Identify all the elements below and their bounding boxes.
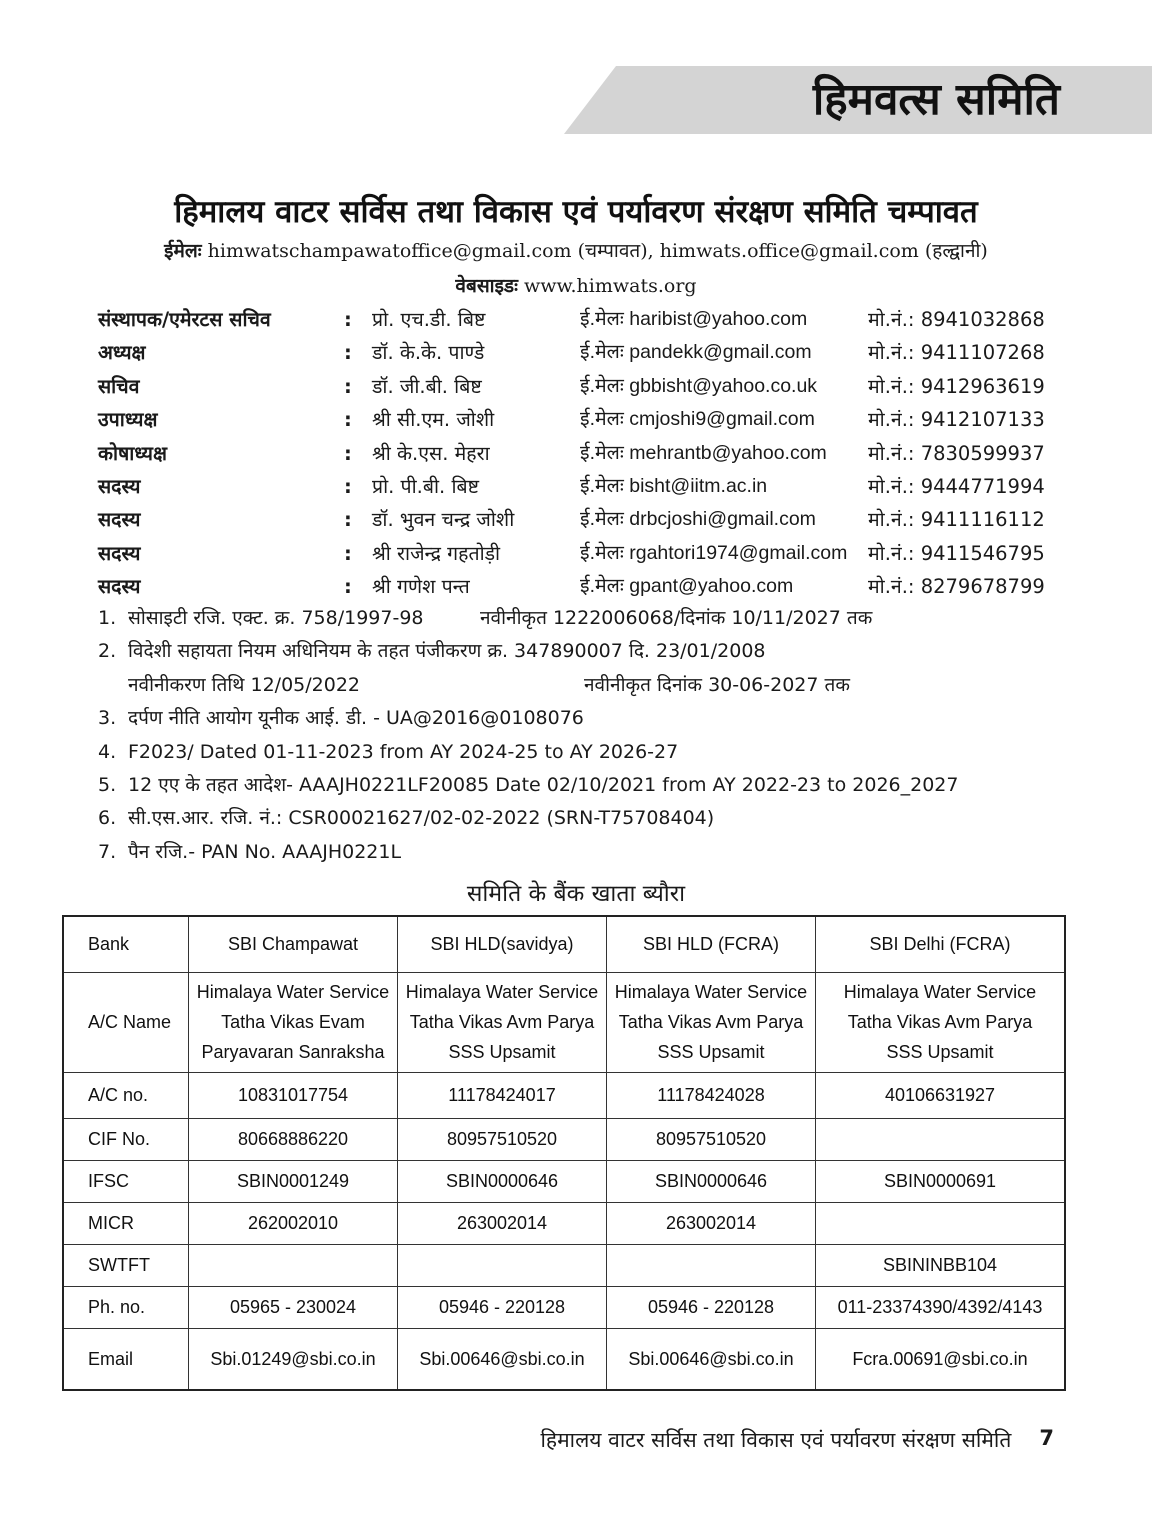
account-name xyxy=(816,972,1066,1072)
row-label: MICR xyxy=(63,1202,189,1244)
member-mobile: मो.नं.: 9411546795 xyxy=(868,541,1045,565)
colon: : xyxy=(344,541,352,565)
member-role: सदस्य xyxy=(98,575,141,599)
member-row xyxy=(98,537,1068,570)
member-mobile: मो.नं.: 9412963619 xyxy=(868,374,1045,398)
note-text: दर्पण नीति आयोग यूनीक आई. डी. - UA@2016@0108076 xyxy=(128,707,584,730)
table-row xyxy=(63,1072,1065,1118)
row-label: Email xyxy=(63,1328,189,1390)
table-cell: Fcra.00691@sbi.co.in xyxy=(816,1328,1066,1390)
note-line xyxy=(98,702,1078,735)
table-cell: 11178424028 xyxy=(607,1072,816,1118)
account-name-line: Tatha Vikas Avm Parya xyxy=(847,1012,1033,1032)
org-email-line xyxy=(0,237,1152,263)
member-mobile: मो.नं.: 9412107133 xyxy=(868,408,1045,432)
note-text: विदेशी सहायता नियम अधिनियम के तहत पंजीकरण क्र. 347890007 दि. 23/01/2008 xyxy=(128,640,766,663)
note-line xyxy=(98,669,1078,702)
member-role: संस्थापक/एमेरटस सचिव xyxy=(98,308,271,331)
member-mobile: मो.नं.: 9411107268 xyxy=(868,341,1045,365)
member-name: श्री राजेन्द्र गहतोड़ी xyxy=(372,541,501,565)
member-mobile: मो.नं.: 9411116112 xyxy=(868,508,1045,532)
note-renewal: नवीनीकृत दिनांक 30-06-2027 तक xyxy=(584,673,850,696)
member-mobile: मो.नं.: 8941032868 xyxy=(868,308,1045,331)
member-email: ई.मेलः mehrantb@yahoo.com xyxy=(580,441,827,464)
member-row xyxy=(98,503,1068,536)
page-number: 7 xyxy=(1039,1426,1054,1450)
table-cell: SBIN0001249 xyxy=(189,1160,398,1202)
member-role: अध्यक्ष xyxy=(98,341,146,365)
account-name-line: Tatha Vikas Avm Parya xyxy=(618,1012,804,1032)
member-name: प्रो. पी.बी. बिष्ट xyxy=(372,474,480,498)
colon: : xyxy=(344,441,352,465)
table-cell xyxy=(816,1118,1066,1160)
note-renewal: नवीनीकृत 1222006068/दिनांक 10/11/2027 तक xyxy=(480,607,873,629)
account-name xyxy=(398,972,607,1072)
member-row xyxy=(98,470,1068,503)
member-mobile: मो.नं.: 8279678799 xyxy=(868,575,1045,599)
colon: : xyxy=(344,575,352,599)
member-email: ई.मेलः pandekk@gmail.com xyxy=(580,341,812,364)
table-cell: SBIN0000646 xyxy=(607,1160,816,1202)
table-cell: 011-23374390/4392/4143 xyxy=(816,1286,1066,1328)
member-role: सदस्य xyxy=(98,541,141,565)
org-website: www.himwats.org xyxy=(523,275,697,297)
member-email: ई.मेलः gpant@yahoo.com xyxy=(580,575,794,598)
footer-text xyxy=(540,1426,1048,1454)
account-name-line: Tatha Vikas Avm Parya xyxy=(409,1012,595,1032)
table-cell: 263002014 xyxy=(398,1202,607,1244)
account-name-line: Himalaya Water Service xyxy=(614,982,808,1002)
colon: : xyxy=(344,474,352,498)
note-line xyxy=(98,736,1078,769)
table-cell: 40106631927 xyxy=(816,1072,1066,1118)
note-line xyxy=(98,769,1078,802)
note-number: 1. xyxy=(98,607,117,629)
account-name-line: Himalaya Water Service xyxy=(405,982,599,1002)
bank-name: SBI HLD(savidya) xyxy=(398,916,607,972)
member-row xyxy=(98,370,1068,403)
account-name-line: Tatha Vikas Evam xyxy=(221,1012,365,1032)
member-name: प्रो. एच.डी. बिष्ट xyxy=(372,308,486,331)
table-cell: 80957510520 xyxy=(398,1118,607,1160)
row-label: A/C Name xyxy=(63,972,189,1072)
member-row xyxy=(98,303,1068,336)
table-cell: 10831017754 xyxy=(189,1072,398,1118)
row-label: Bank xyxy=(63,916,189,972)
member-row xyxy=(98,336,1068,369)
table-cell: 80668886220 xyxy=(189,1118,398,1160)
row-label: SWTFT xyxy=(63,1244,189,1286)
account-name-line: SSS Upsamit xyxy=(886,1042,994,1062)
registration-notes xyxy=(98,602,1078,869)
note-line xyxy=(98,602,1078,635)
note-number: 7. xyxy=(98,840,117,863)
note-number: 6. xyxy=(98,807,117,830)
bank-details-heading: समिति के बैंक खाता ब्यौरा xyxy=(466,881,686,907)
colon: : xyxy=(344,308,352,331)
row-label: CIF No. xyxy=(63,1118,189,1160)
table-row xyxy=(63,972,1065,1072)
table-cell: Sbi.01249@sbi.co.in xyxy=(189,1328,398,1390)
members-list xyxy=(98,303,1068,604)
note-number: 3. xyxy=(98,707,117,730)
member-email: ई.मेलः gbbisht@yahoo.co.uk xyxy=(580,374,818,397)
row-label: A/C no. xyxy=(63,1072,189,1118)
member-role: सचिव xyxy=(98,374,140,398)
table-cell: SBIN0000691 xyxy=(816,1160,1066,1202)
bank-name: SBI Champawat xyxy=(189,916,398,972)
table-cell: 05946 - 220128 xyxy=(607,1286,816,1328)
member-name: डॉ. भुवन चन्द्र जोशी xyxy=(372,508,515,532)
account-name xyxy=(607,972,816,1072)
account-name xyxy=(189,972,398,1072)
table-cell: 05965 - 230024 xyxy=(189,1286,398,1328)
table-cell: 05946 - 220128 xyxy=(398,1286,607,1328)
note-text: नवीनीकरण तिथि 12/05/2022 xyxy=(128,673,360,696)
account-name-line: Himalaya Water Service xyxy=(843,982,1037,1002)
org-website-line xyxy=(0,272,1152,298)
table-cell: Sbi.00646@sbi.co.in xyxy=(607,1328,816,1390)
colon: : xyxy=(344,508,352,532)
note-line xyxy=(98,836,1078,869)
footer-org-name: हिमालय वाटर सर्विस तथा विकास एवं पर्यावरण संरक्षण समिति xyxy=(540,1428,1012,1452)
table-cell: Sbi.00646@sbi.co.in xyxy=(398,1328,607,1390)
table-cell: 263002014 xyxy=(607,1202,816,1244)
member-row xyxy=(98,570,1068,603)
member-name: श्री के.एस. मेहरा xyxy=(372,441,490,465)
member-name: डॉ. के.के. पाण्डे xyxy=(372,341,485,365)
org-title: हिमालय वाटर सर्विस तथा विकास एवं पर्यावरण संरक्षण समिति चम्पावत xyxy=(174,194,978,230)
bank-details-table xyxy=(62,915,1066,1391)
member-email: ई.मेलः bisht@iitm.ac.in xyxy=(580,474,768,497)
account-name-line: Paryavaran Sanraksha xyxy=(201,1042,385,1062)
member-row xyxy=(98,437,1068,470)
member-email: ई.मेलः cmjoshi9@gmail.com xyxy=(580,408,815,431)
table-row xyxy=(63,916,1065,972)
table-cell: SBININBB104 xyxy=(816,1244,1066,1286)
website-label: वेबसाइडः xyxy=(455,275,518,297)
row-label: Ph. no. xyxy=(63,1286,189,1328)
account-name-line: Himalaya Water Service xyxy=(196,982,390,1002)
member-role: सदस्य xyxy=(98,508,141,532)
member-email: ई.मेलः haribist@yahoo.com xyxy=(580,308,808,330)
account-name-line: SSS Upsamit xyxy=(448,1042,556,1062)
colon: : xyxy=(344,408,352,432)
member-row xyxy=(98,403,1068,436)
note-line xyxy=(98,635,1078,668)
member-name: श्री गणेश पन्त xyxy=(372,575,470,599)
member-role: कोषाध्यक्ष xyxy=(98,441,167,465)
table-cell: SBIN0000646 xyxy=(398,1160,607,1202)
table-cell: 11178424017 xyxy=(398,1072,607,1118)
note-text: सी.एस.आर. रजि. नं.: CSR00021627/02-02-2022 (SRN-T75708404) xyxy=(128,807,715,830)
member-role: उपाध्यक्ष xyxy=(98,408,158,432)
note-line xyxy=(98,802,1078,835)
bank-name: SBI Delhi (FCRA) xyxy=(816,916,1066,972)
table-cell xyxy=(189,1244,398,1286)
note-text: F2023/ Dated 01-11-2023 from AY 2024-25 to AY 2026-27 xyxy=(128,740,679,763)
note-text: पैन रजि.- PAN No. AAAJH0221L xyxy=(128,840,402,863)
note-number: 5. xyxy=(98,773,117,796)
banner-title: हिमवत्स समिति xyxy=(812,74,1060,125)
member-name: श्री सी.एम. जोशी xyxy=(372,408,495,432)
email-label: ईमेलः xyxy=(164,240,202,262)
table-row xyxy=(63,1244,1065,1286)
account-name-line: SSS Upsamit xyxy=(657,1042,765,1062)
org-emails: himwatschampawatoffice@gmail.com (चम्पावत), himwats.office@gmail.com (हल्द्वानी) xyxy=(207,240,988,262)
member-mobile: मो.नं.: 9444771994 xyxy=(868,474,1045,498)
table-row xyxy=(63,1328,1065,1390)
table-cell: 80957510520 xyxy=(607,1118,816,1160)
member-mobile: मो.नं.: 7830599937 xyxy=(868,441,1045,465)
member-email: ई.मेलः rgahtori1974@gmail.com xyxy=(580,541,848,564)
member-email: ई.मेलः drbcjoshi@gmail.com xyxy=(580,508,816,531)
bank-name: SBI HLD (FCRA) xyxy=(607,916,816,972)
colon: : xyxy=(344,341,352,365)
table-row xyxy=(63,1118,1065,1160)
note-text: सोसाइटी रजि. एक्ट. क्र. 758/1997-98 xyxy=(128,607,424,629)
table-row xyxy=(63,1160,1065,1202)
table-row xyxy=(63,1286,1065,1328)
note-number: 2. xyxy=(98,640,117,663)
table-cell xyxy=(816,1202,1066,1244)
note-text: 12 एए के तहत आदेश- AAAJH0221LF20085 Date 02/10/2021 from AY 2022-23 to 2026_2027 xyxy=(128,773,959,796)
note-number: 4. xyxy=(98,740,117,763)
member-role: सदस्य xyxy=(98,474,141,498)
table-cell: 262002010 xyxy=(189,1202,398,1244)
table-row xyxy=(63,1202,1065,1244)
member-name: डॉ. जी.बी. बिष्ट xyxy=(372,374,482,398)
colon: : xyxy=(344,374,352,398)
table-cell xyxy=(398,1244,607,1286)
row-label: IFSC xyxy=(63,1160,189,1202)
table-cell xyxy=(607,1244,816,1286)
